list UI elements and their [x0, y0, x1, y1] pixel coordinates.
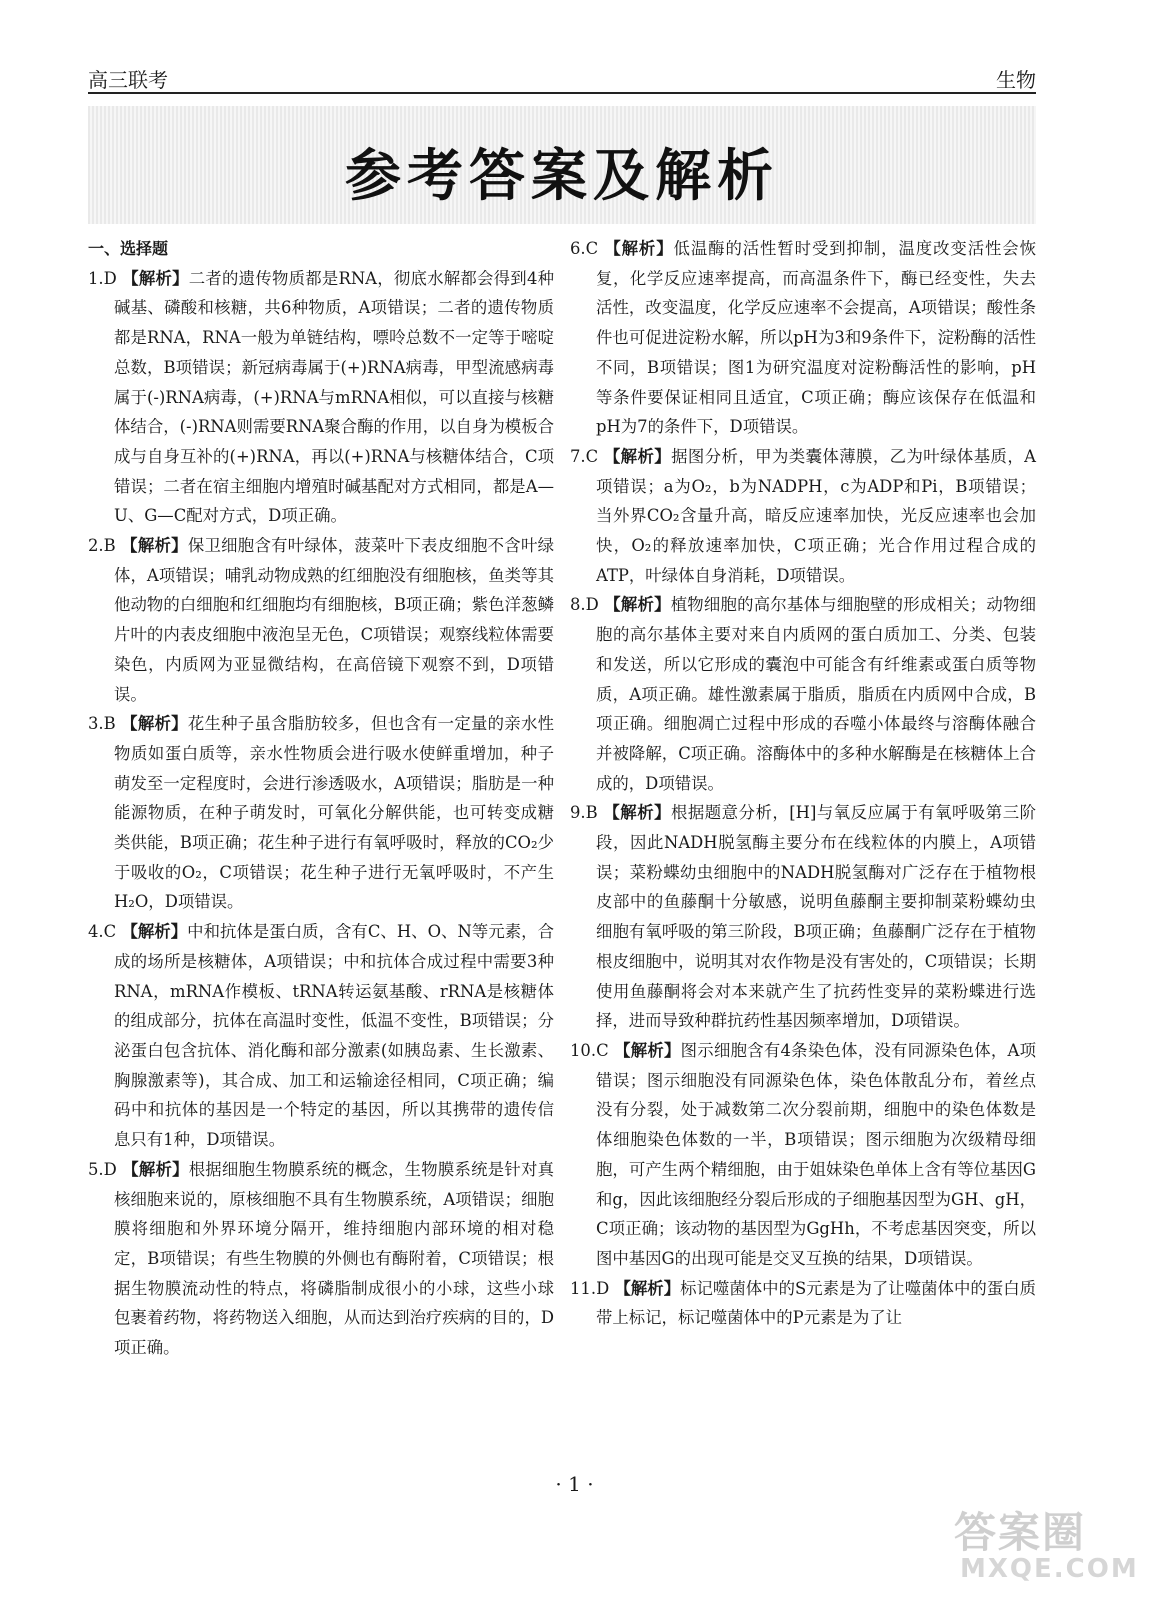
answer-number: 8.D: [570, 595, 599, 615]
answer-number: 4.C: [88, 922, 117, 942]
analysis-text: 图示细胞含有4条染色体，没有同源染色体，A项错误；图示细胞没有同源染色体，染色体散乱分布，着丝点没有分裂，处于减数第二次分裂前期，细胞中的染色体数是体细胞染色体数的一半，B项错误；图示细胞为次级精母细胞，可产生两个精细胞，由于姐妹染色单体上含有等位基因G和g，因此该细胞经分裂后形成的子细胞基因型为GH、gH，C项正确；该动物的基因型为GgHh，不考虑基因突变，所以图中基因G的出现可能是交叉互换的结果，D项错误。: [596, 1040, 1037, 1268]
answer-item-7: [570, 442, 1036, 591]
answer-item-6: [570, 234, 1036, 442]
header-left-text: 高三联考: [88, 68, 168, 92]
analysis-tag: 【解析】: [603, 803, 671, 823]
answer-number: 9.B: [570, 803, 598, 823]
answer-number: 1.D: [88, 268, 117, 288]
title-banner: [88, 106, 1036, 224]
answer-number: 2.B: [88, 536, 116, 556]
analysis-tag: 【解析】: [121, 922, 188, 942]
analysis-text: 根据细胞生物膜系统的概念，生物膜系统是针对真核细胞来说的，原核细胞不具有生物膜系统，A项错误；细胞膜将细胞和外界环境分隔开，维持细胞内部环境的相对稳定，B项错误；有些生物膜的外侧也有酶附着，C项错误；根据生物膜流动性的特点，将磷脂制成很小的小球，这些小球包裹着药物，将药物送入细胞，从而达到治疗疾病的目的，D项正确。: [114, 1159, 554, 1358]
analysis-text: 中和抗体是蛋白质，含有C、H、O、N等元素，合成的场所是核糖体，A项错误；中和抗体合成过程中需要3种RNA，mRNA作模板、tRNA转运氨基酸、rRNA是核糖体的组成部分，抗体在高温时变性，低温不变性，B项错误；分泌蛋白包含抗体、消化酶和部分激素(如胰岛素、生长激素、胸腺激素等)，其合成、加工和运输途径相同，C项正确；编码中和抗体的基因是一个特定的基因，所以其携带的遗传信息只有1种，D项错误。: [114, 922, 554, 1150]
analysis-tag: 【解析】: [122, 268, 189, 288]
page-number: · 1 ·: [555, 1472, 594, 1496]
answer-number: 6.C: [570, 239, 599, 258]
analysis-text: 植物细胞的高尔基体与细胞壁的形成相关；动物细胞的高尔基体主要对来自内质网的蛋白质加工、分类、包装和发送，所以它形成的囊泡中可能含有纤维素或蛋白质等物质，A项正确。雄性激素属于脂质，脂质在内质网中合成，B项正确。细胞凋亡过程中形成的吞噬小体最终与溶酶体融合并被降解，C项正确。溶酶体中的多种水解酶是在核糖体上合成的，D项错误。: [596, 595, 1036, 793]
answer-number: 7.C: [570, 446, 599, 466]
answer-item-11: [570, 1274, 1036, 1333]
answer-item-1: [88, 264, 554, 531]
analysis-tag: 【解析】: [614, 1040, 681, 1060]
analysis-tag: 【解析】: [122, 1159, 189, 1179]
site-watermark: [950, 1498, 1139, 1594]
analysis-tag: 【解析】: [121, 714, 188, 734]
answer-number: 5.D: [88, 1159, 117, 1179]
analysis-text: 二者的遗传物质都是RNA，彻底水解都会得到4种碱基、磷酸和核糖，共6种物质，A项错误；二者的遗传物质都是RNA，RNA一般为单链结构，嘌呤总数不一定等于嘧啶总数，B项错误；新冠病毒属于(+)RNA病毒，甲型流感病毒属于(-)RNA病毒，(+)RNA与mRNA相似，可以直接与核糖体结合，(-)RNA则需要RNA聚合酶的作用，以自身为模板合成与自身互补的(+)RNA，再以(+)RNA与核糖体结合，C项错误；二者在宿主细胞内增殖时碱基配对方式相同，都是A—U、G—C配对方式，D项正确。: [114, 268, 554, 526]
answer-item-4: [88, 917, 554, 1155]
answer-item-3: [88, 709, 554, 917]
left-column: [88, 234, 554, 1363]
header-subject: 生物: [996, 68, 1036, 92]
answer-item-10: [570, 1036, 1036, 1274]
analysis-tag: 【解析】: [121, 536, 188, 556]
answer-item-8: [570, 590, 1036, 798]
analysis-tag: 【解析】: [604, 239, 674, 258]
analysis-text: 低温酶的活性暂时受到抑制，温度改变活性会恢复，化学反应速率提高，而高温条件下，酶已经变性，失去活性，改变温度，化学反应速率不会提高，A项错误；酸性条件也可促进淀粉水解，所以pH为3和9条件下，淀粉酶的活性不同，B项错误；图1为研究温度对淀粉酶活性的影响，pH等条件要保证相同且适宜，C项正确；酶应该保存在低温和pH为7的条件下，D项错误。: [596, 239, 1036, 437]
answer-item-2: [88, 531, 554, 709]
analysis-tag: 【解析】: [603, 446, 672, 466]
answer-item-9: [570, 798, 1036, 1036]
answer-number: 11.D: [570, 1278, 610, 1298]
answer-item-5: [88, 1155, 554, 1363]
answer-number: 10.C: [570, 1040, 609, 1060]
page-title: 参考答案及解析: [345, 144, 779, 209]
analysis-text: 根据题意分析，[H]与氧反应属于有氧呼吸第三阶段，因此NADH脱氢酶主要分布在线粒体的内膜上，A项错误；菜粉蝶幼虫细胞中的NADH脱氢酶对广泛存在于植物根皮部中的鱼藤酮十分敏感，说明鱼藤酮主要抑制菜粉蝶幼虫细胞有氧呼吸的第三阶段，B项正确；鱼藤酮广泛存在于植物根皮细胞中，说明其对农作物是没有害处的，C项错误；长期使用鱼藤酮将会对本来就产生了抗药性变异的菜粉蝶进行选择，进而导致种群抗药性基因频率增加，D项错误。: [596, 803, 1036, 1031]
right-column: [570, 234, 1036, 1333]
section-heading: 一、选择题: [88, 239, 169, 258]
analysis-tag: 【解析】: [604, 595, 671, 615]
analysis-text: 标记噬菌体中的S元素是为了让噬菌体中的蛋白质带上标记，标记噬菌体中的P元素是为了让: [596, 1278, 1036, 1328]
analysis-tag: 【解析】: [614, 1278, 681, 1298]
analysis-text: 据图分析，甲为类囊体薄膜，乙为叶绿体基质，A项错误；a为O₂，b为NADPH，c为ADP和Pi，B项错误；当外界CO₂含量升高，暗反应速率加快，光反应速率也会加快，O₂的释放速率加快，C项正确；光合作用过程合成的ATP，叶绿体自身消耗，D项错误。: [596, 446, 1037, 585]
page-header: [88, 62, 1036, 94]
watermark-domain: MXQE.COM: [960, 1554, 1139, 1584]
analysis-text: 保卫细胞含有叶绿体，菠菜叶下表皮细胞不含叶绿体，A项错误；哺乳动物成熟的红细胞没有细胞核，鱼类等其他动物的白细胞和红细胞均有细胞核，B项正确；紫色洋葱鳞片叶的内表皮细胞中液泡呈无色，C项错误；观察线粒体需要染色，内质网为亚显微结构，在高倍镜下观察不到，D项错误。: [114, 536, 555, 704]
watermark-logo-text: 答案圈: [954, 1508, 1087, 1557]
analysis-text: 花生种子虽含脂肪较多，但也含有一定量的亲水性物质如蛋白质等，亲水性物质会进行吸水使鲜重增加，种子萌发至一定程度时，会进行渗透吸水，A项错误；脂肪是一种能源物质，在种子萌发时，可氧化分解供能，也可转变成糖类供能，B项正确；花生种子进行有氧呼吸时，释放的CO₂少于吸收的O₂，C项错误；花生种子进行无氧呼吸时，不产生H₂O，D项错误。: [114, 714, 555, 912]
answer-number: 3.B: [88, 714, 116, 734]
